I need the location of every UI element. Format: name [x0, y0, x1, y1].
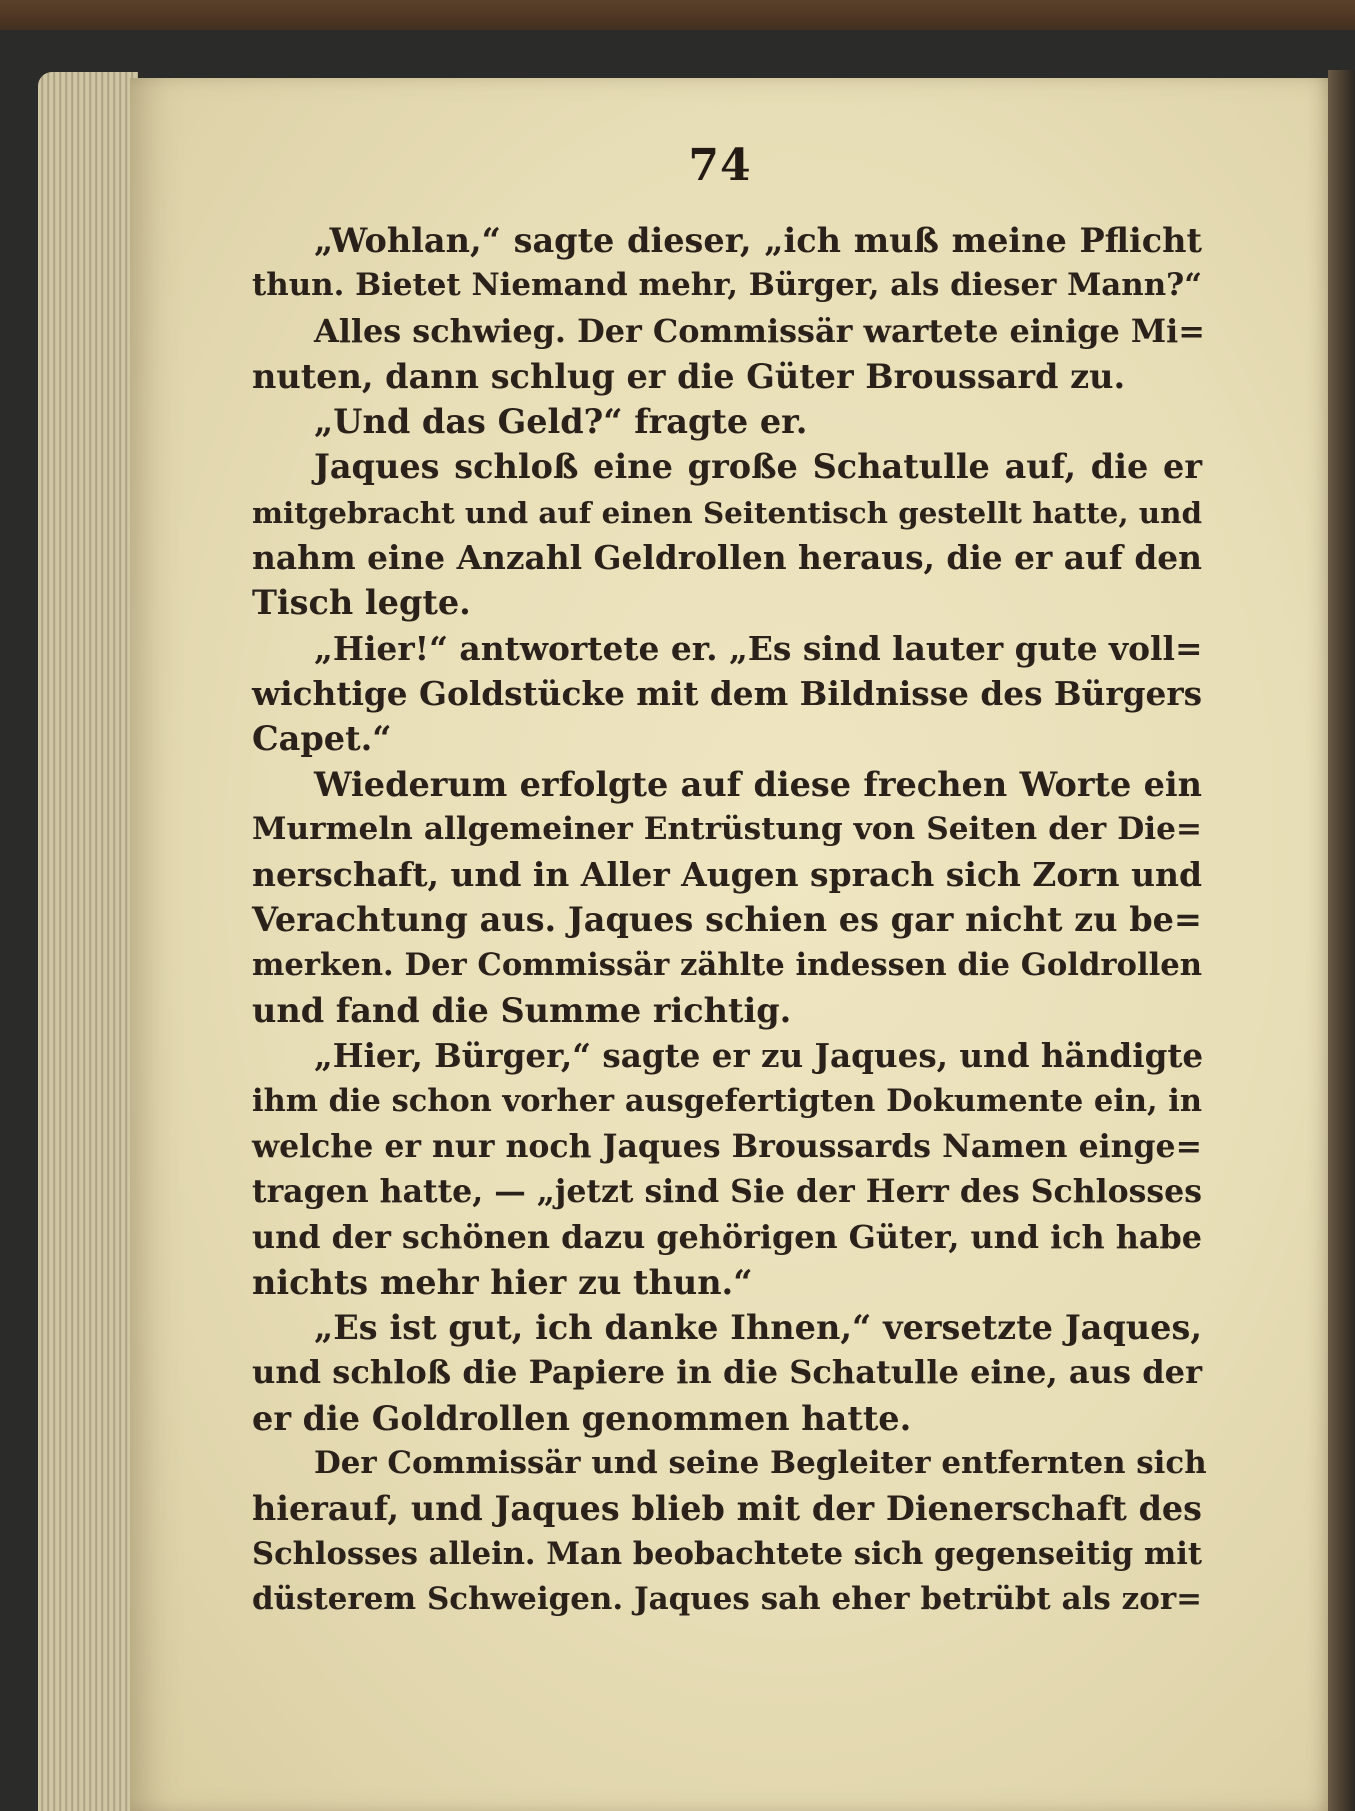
- text-line: „Es ist gut, ich danke Ihnen,“ versetzte Jaques,: [314, 1308, 1202, 1348]
- text-line: mitgebracht und auf einen Seitentisch gestellt hatte, und: [252, 494, 1202, 530]
- text-line: wichtige Goldstücke mit dem Bildnisse des Bürgers: [252, 673, 1203, 713]
- text-line: Wiederum erfolgte auf diese frechen Worte ein: [314, 764, 1202, 804]
- text-line: ihm die schon vorher ausgefertigten Dokumente ein, in: [252, 1082, 1202, 1119]
- text-line: „Und das Geld?“ fragte er.: [314, 402, 808, 442]
- text-line: welche er nur noch Jaques Broussards Namen einge=: [252, 1127, 1202, 1165]
- text-line: Alles schwieg. Der Commissär wartete einige Mi=: [314, 311, 1205, 350]
- text-line: „Hier!“ antwortete er. „Es sind lauter gute voll=: [314, 628, 1203, 668]
- text-line: Verachtung aus. Jaques schien es gar nicht zu be=: [252, 900, 1202, 940]
- text-line: und schloß die Papiere in die Schatulle eine, aus der: [252, 1353, 1202, 1392]
- text-line: „Wohlan,“ sagte dieser, „ich muß meine Pflicht: [314, 221, 1202, 260]
- text-line: Murmeln allgemeiner Entrüstung von Seiten der Die=: [252, 810, 1202, 847]
- text-line: „Hier, Bürger,“ sagte er zu Jaques, und händigte: [314, 1036, 1204, 1076]
- text-line: und fand die Summe richtig.: [252, 991, 792, 1031]
- text-line: merken. Der Commissär zählte indessen die Goldrollen: [252, 946, 1202, 983]
- text-line: thun. Bietet Niemand mehr, Bürger, als dieser Mann?“: [252, 267, 1202, 304]
- text-line: nerschaft, und in Aller Augen sprach sich Zorn und: [252, 855, 1203, 895]
- text-line: Tisch legte.: [252, 583, 471, 623]
- page-text: [252, 218, 1207, 1622]
- text-line: Jaques schloß eine große Schatulle auf, die er: [314, 447, 1202, 487]
- text-line: nichts mehr hier zu thun.“: [252, 1262, 753, 1302]
- text-line: Schlosses allein. Man beobachtete sich gegenseitig mit: [252, 1535, 1202, 1572]
- text-line: Capet.“: [252, 719, 392, 759]
- text-line: tragen hatte, — „jetzt sind Sie der Herr des Schlosses: [252, 1173, 1202, 1211]
- text-line: Der Commissär und seine Begleiter entfernten sich: [314, 1445, 1207, 1482]
- text-line: und der schönen dazu gehörigen Güter, und ich habe: [252, 1217, 1202, 1256]
- text-line: nahm eine Anzahl Geldrollen heraus, die er auf den: [252, 538, 1202, 578]
- right-page-edge: [1328, 70, 1355, 1811]
- text-line: hierauf, und Jaques blieb mit der Dienerschaft des: [252, 1489, 1202, 1529]
- text-line: düsterem Schweigen. Jaques sah eher betrübt als zor=: [252, 1580, 1202, 1617]
- page-edges: [38, 72, 138, 1811]
- text-line: nuten, dann schlug er die Güter Broussard zu.: [252, 356, 1126, 396]
- page-number: 74: [688, 140, 752, 191]
- text-line: er die Goldrollen genommen hatte.: [252, 1398, 912, 1438]
